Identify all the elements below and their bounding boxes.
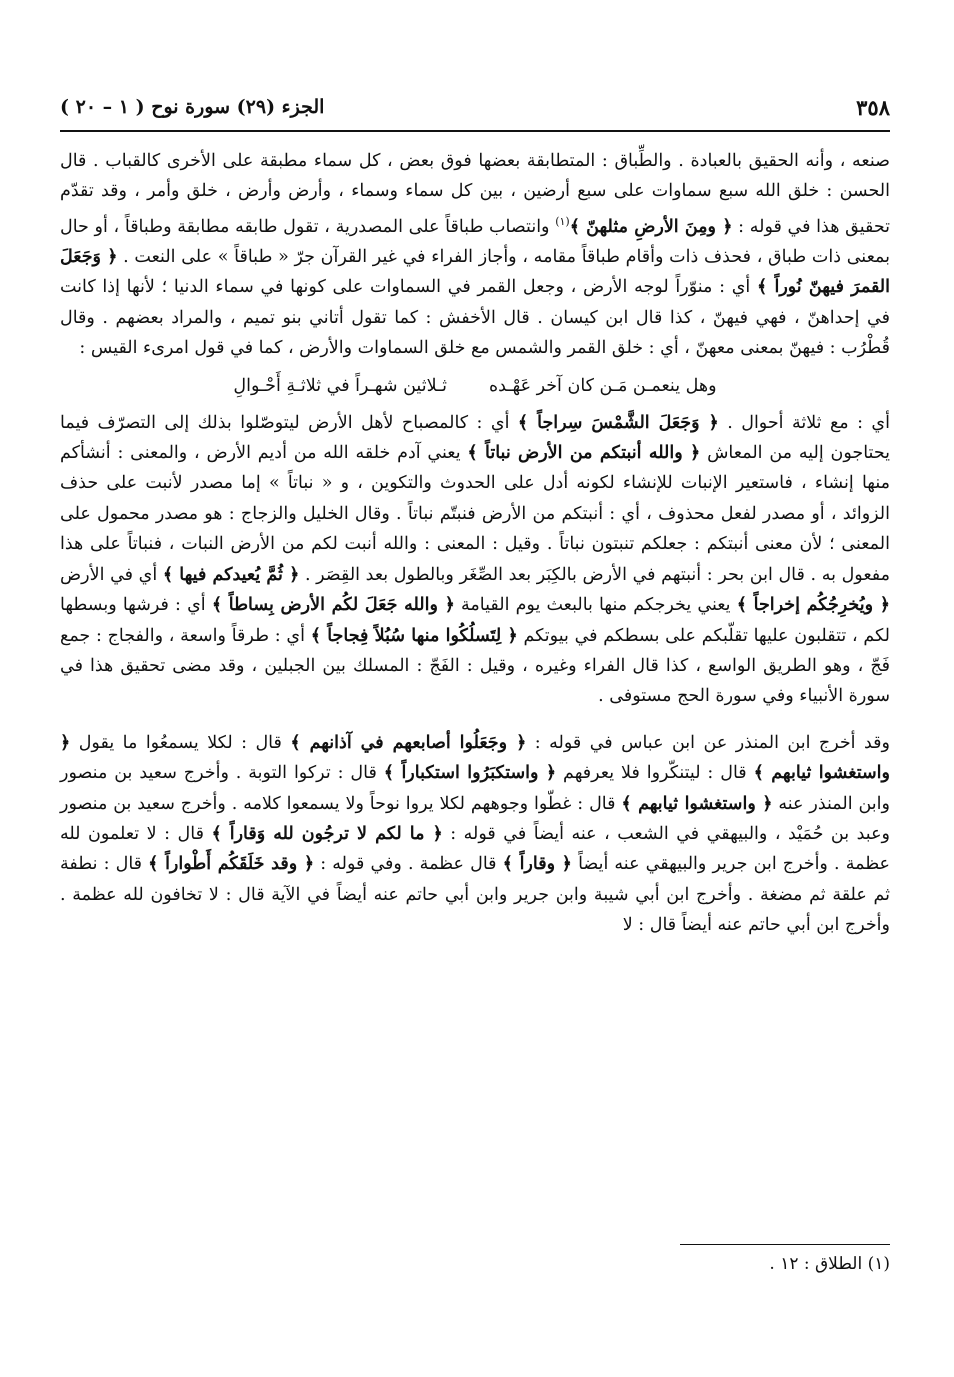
running-title: الجزء (٢٩) سورة نوح ( ١ – ٢٠ ) — [60, 96, 325, 118]
quran-verse: ﴿ وَجَعَلَ الشَّمْسَ سِراجاً ﴾ — [517, 412, 719, 433]
text-run: يعني آدم خلقه الله من أديم الأرض ، والمعنى : أنشأكم منها إنشاء ، فاستعير الإنبات للإنشاء لكونه أدل على الحدوث والتكوين ، و « نباتاً » إما مصدر لأنبت على حذف الزوائد ، أو مصدر لفعل محذوف ، أي : أنبتكم من الأرض فنبتّم نباتاً . وقال الخليل والزجاج : هو مصدر محمول على المعنى ؛ لأن معنى أنبتكم : جعلكم تنبتون نباتاً . وقيل : المعنى : والله أنبت لكم من الأرض النبات ، فنباتاً على هذا مفعول به . قال ابن بحر : أنبتهم في الأرض بالكِبَر بعد الصِّغَر وبالطول بعد القِصَر . — [60, 443, 890, 585]
quran-verse: ﴿ والله أنبتكم من الأرض نباتاً ﴾ — [467, 443, 701, 464]
poem-verse — [60, 366, 890, 406]
text-run: أي : كالمصباح لأهل الأرض ليتوصّلوا بذلك إلى التصرّف فيما يحتاجون إليه من المعاش — [60, 412, 890, 464]
text-run: أي : منوّراً لوجه الأرض ، وجعل القمر في السماوات على كونها في سماء الدنيا ؛ لأنها إذا كانت في إحداهنّ ، فهي فيهنّ ، كذا قال ابن كيسان . قال الأخفش : كما تقول أتاني بنو تميم ، والمراد بعضهم . وقال قُطْرُب : فيهنّ بمعنى معهنّ ، أي : خلق القمر والشمس مع خلق السماوات والأرض ، كما في قول امرىء القيس : — [60, 277, 890, 359]
quran-verse: ﴿ لِتَسلُكُوا منها سُبُلاً فِجاجاً ﴾ — [310, 625, 518, 646]
text-run: قال : ليتنكّروا فلا يعرفهم — [556, 763, 754, 784]
text-run: صنعه ، وأنه الحقيق بالعبادة . والطِّباق : المتطابقة بعضها فوق بعض ، كل سماء مطبقة على الأخرى كالقباب . قال الحسن : خلق الله سبع سماوات على سبع أرضين ، بين كل سماء وسماء ، وأرض وأرض ، خلق وأمر ، وقد تقدّم تحقيق هذا في قوله : — [60, 151, 891, 237]
text-run: أي : فرشها وبسطها لكم ، تتقلبون عليها تقلّبكم على بسطكم في بيوتكم — [60, 595, 890, 646]
quran-verse: ﴿ ويُخرِجُكُم إخراجاً ﴾ — [736, 595, 890, 616]
poem-first-hemistich: وهل ينعمـن مَـن كان آخر عَهْـده — [489, 375, 717, 396]
quran-verse: ﴿ واستكبَرُوا استكباراً ﴾ — [383, 763, 557, 784]
header-divider — [60, 130, 890, 132]
footnote-divider — [680, 1244, 890, 1245]
text-run: قال : لكلا يسمعُوا ما يقول — [70, 732, 291, 753]
text-run: وانتصاب طباقاً على المصدرية ، تقول طابقه مطابقة وطباقاً ، أو حال بمعنى ذات طباق ، فحذف ذات وأقام طباقاً مقامه ، وأجاز الفراء في غير القرآن جرّ « طباقاً » على النعت . — [60, 216, 890, 268]
paragraph-3 — [60, 728, 890, 941]
text-run: قال : لا تعلمون لله عظمة . وأخرج ابن جرير والبيهقي عنه أيضاً — [60, 823, 890, 875]
text-run: أي : مع ثلاثة أحوال . — [718, 412, 890, 433]
text-run: قال عظمة . وفي قوله : — [314, 854, 503, 875]
book-page — [60, 88, 890, 1308]
paragraph-2 — [60, 408, 890, 712]
quran-verse: ﴿ وجَعَلُوا أصابعهم في آذانهم ﴾ — [290, 732, 527, 753]
page-number: ٣٥٨ — [856, 94, 890, 120]
quran-verse: ﴿ وَجَعَلَ القمرَ فيهنّ نُوراً ﴾ — [60, 247, 891, 298]
quran-verse: ﴿ وقاراً ﴾ — [502, 854, 572, 875]
quran-verse: ﴿ ومِنَ الأرضِ مثلهنّ ﴾ — [569, 216, 733, 237]
quran-verse: ﴿ وقد خَلَقَكُم أَطْواراً ﴾ — [148, 854, 315, 875]
quran-verse: ﴿ ما لكم لا ترجُون لله وَقاراً ﴾ — [211, 823, 443, 844]
poem-second-hemistich: ثـلاثين شهـراً في ثلاثـةِ أَحْـوالِ — [233, 375, 448, 396]
text-run: أي في الأرض — [60, 564, 163, 585]
paragraph-1 — [60, 146, 890, 364]
text-run: قال : تركوا التوبة . وأخرج سعيد بن منصور وابن المنذر عنه — [60, 763, 890, 814]
footnote-marker: (١) — [555, 214, 570, 228]
text-run: قال : نطفة ثم علقة ثم مضغة . وأخرج ابن أبي شيبة وابن جرير وابن أبي حاتم عنه أيضاً في الآية قال : لا تخافون لله عظمة . وأخرج ابن أبي حاتم عنه أيضاً قال : لا — [60, 854, 890, 936]
page-header — [60, 88, 890, 126]
quran-verse: ﴿ واستغشوا ثيابهم ﴾ — [60, 732, 890, 784]
footnote: (١) الطلاق : ١٢ . — [769, 1254, 890, 1274]
quran-verse: ﴿ واستغشوا ثيابهم ﴾ — [621, 793, 773, 814]
text-run: قال : غطّوا وجوههم لكلا يروا نوحاً ولا يسمعوا كلامه . وأخرج سعيد بن منصور وعبد بن حُمَيْد ، والبيهقي في الشعب ، عنه أيضاً في قوله : — [60, 793, 890, 844]
text-run: وقد أخرج ابن المنذر عن ابن عباس في قوله : — [526, 732, 891, 753]
main-text — [60, 146, 890, 941]
text-run: أي : طرقاً واسعة ، والفجاج : جمع فَجّ ، وهو الطريق الواسع ، كذا قال الفراء وغيره ، وقيل : الفَجّ : المسلك بين الجبلين ، وقد مضى تحقيق هذا في سورة الأنبياء وفي سورة الحج مستوفى . — [60, 625, 890, 707]
quran-verse: ﴿ والله جَعَلَ لكُم الأرض بِساطاً ﴾ — [211, 595, 455, 616]
text-run: يعني يخرجكم منها بالبعث يوم القيامة — [454, 595, 737, 616]
quran-verse: ﴿ ثُمَّ يُعيدكم فيها ﴾ — [162, 564, 300, 585]
